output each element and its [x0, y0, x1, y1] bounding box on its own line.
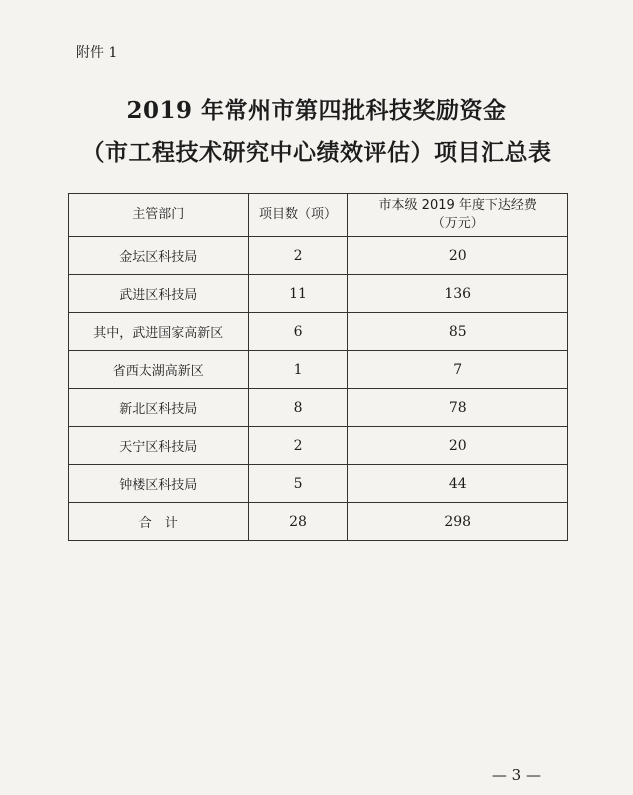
- cell-total-label: 合 计: [69, 503, 249, 541]
- cell-dept: 新北区科技局: [69, 389, 249, 427]
- table-row: [69, 465, 568, 503]
- table-header-row: [69, 194, 568, 237]
- cell-count: 2: [248, 427, 348, 465]
- cell-count: 6: [248, 313, 348, 351]
- attachment-label: 附件 1: [76, 45, 118, 61]
- cell-funds: 78: [348, 389, 568, 427]
- header-count: 项目数（项）: [248, 194, 348, 237]
- summary-table: [68, 193, 568, 541]
- cell-count: 2: [248, 237, 348, 275]
- cell-funds: 20: [348, 237, 568, 275]
- cell-funds: 7: [348, 351, 568, 389]
- header-funds-line-2: （万元）: [431, 216, 484, 231]
- table-row: [69, 275, 568, 313]
- cell-funds: 136: [348, 275, 568, 313]
- cell-count: 1: [248, 351, 348, 389]
- table-total-row: [69, 503, 568, 541]
- table-row: [69, 313, 568, 351]
- document-title-line-2: （市工程技术研究中心绩效评估）项目汇总表: [81, 139, 552, 166]
- page-number: — 3 —: [491, 766, 541, 784]
- cell-dept: 钟楼区科技局: [69, 465, 249, 503]
- cell-funds: 85: [348, 313, 568, 351]
- header-funds-line-1: 市本级 2019 年度下达经费: [378, 198, 537, 213]
- header-dept: 主管部门: [69, 194, 249, 237]
- cell-funds: 44: [348, 465, 568, 503]
- cell-dept: 省西太湖高新区: [69, 351, 249, 389]
- cell-dept: 武进区科技局: [69, 275, 249, 313]
- cell-count: 5: [248, 465, 348, 503]
- document-title-line-1: 2019 年常州市第四批科技奖励资金: [126, 97, 507, 124]
- cell-count: 11: [248, 275, 348, 313]
- cell-total-count: 28: [248, 503, 348, 541]
- cell-funds: 20: [348, 427, 568, 465]
- table-row: [69, 351, 568, 389]
- cell-count: 8: [248, 389, 348, 427]
- cell-dept: 其中，武进国家高新区: [69, 313, 249, 351]
- cell-dept: 金坛区科技局: [69, 237, 249, 275]
- cell-total-funds: 298: [348, 503, 568, 541]
- table-row: [69, 389, 568, 427]
- cell-dept: 天宁区科技局: [69, 427, 249, 465]
- header-funds: [348, 194, 568, 237]
- table-row: [69, 427, 568, 465]
- table-row: [69, 237, 568, 275]
